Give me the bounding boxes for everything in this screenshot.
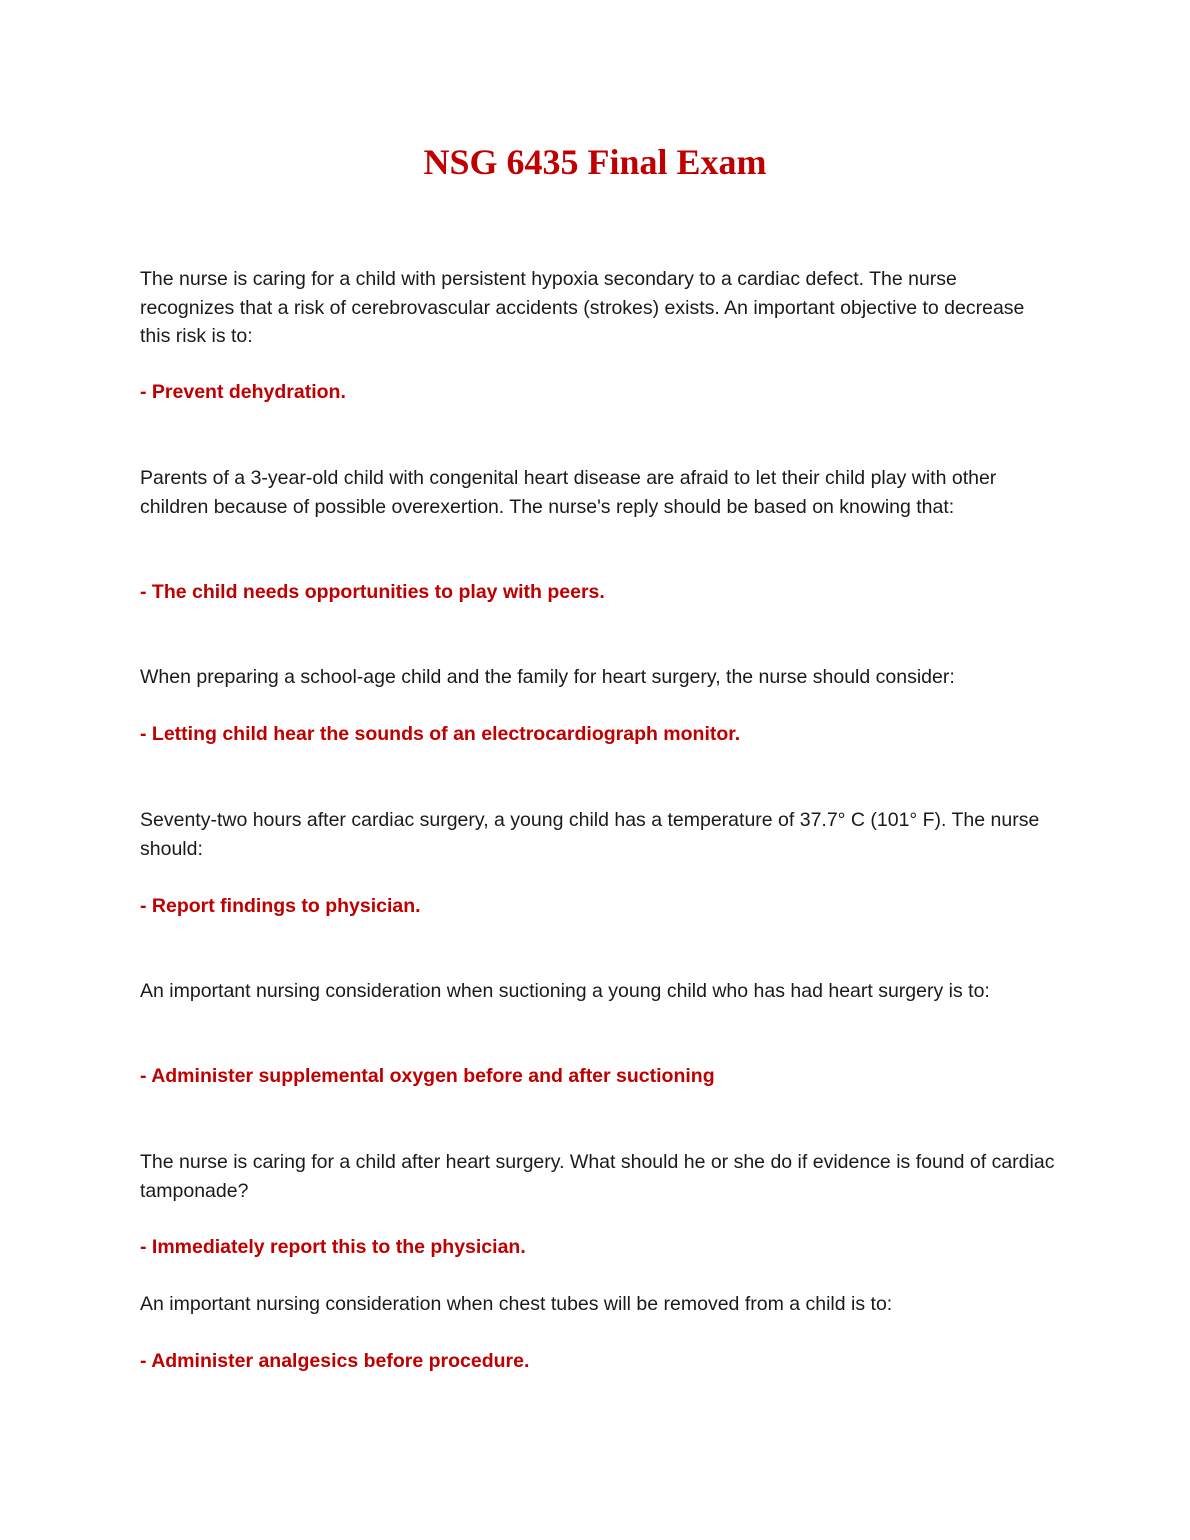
page-title: NSG 6435 Final Exam (423, 142, 767, 182)
question-5: An important nursing consideration when suctioning a young child who has had heart surgery is to: (140, 980, 990, 1002)
question-4: Seventy-two hours after cardiac surgery, a young child has a temperature of 37.7° C (101° F). The nurse should: (140, 809, 1040, 860)
question-7: An important nursing consideration when chest tubes will be removed from a child is to: (140, 1293, 893, 1315)
question-6: The nurse is caring for a child after heart surgery. What should he or she do if evidence is found of cardiac tamponade? (140, 1151, 1055, 1202)
answer-1: - Prevent dehydration. (140, 381, 346, 403)
answer-6: - Immediately report this to the physician. (140, 1236, 526, 1258)
question-2: Parents of a 3-year-old child with congenital heart disease are afraid to let their child play with other children because of possible overexertion. The nurse's reply should be based on knowing that: (140, 467, 997, 518)
question-1: The nurse is caring for a child with persistent hypoxia secondary to a cardiac defect. The nurse recognizes that a risk of cerebrovascular accidents (strokes) exists. An important objective to decrease this risk is to: (140, 268, 1025, 347)
answer-2: - The child needs opportunities to play with peers. (140, 581, 605, 603)
answer-3: - Letting child hear the sounds of an electrocardiograph monitor. (140, 723, 741, 745)
answer-4: - Report findings to physician. (140, 895, 421, 917)
answer-7: - Administer analgesics before procedure. (140, 1350, 530, 1372)
answer-5: - Administer supplemental oxygen before and after suctioning (140, 1065, 715, 1087)
question-3: When preparing a school-age child and the family for heart surgery, the nurse should consider: (140, 666, 955, 688)
